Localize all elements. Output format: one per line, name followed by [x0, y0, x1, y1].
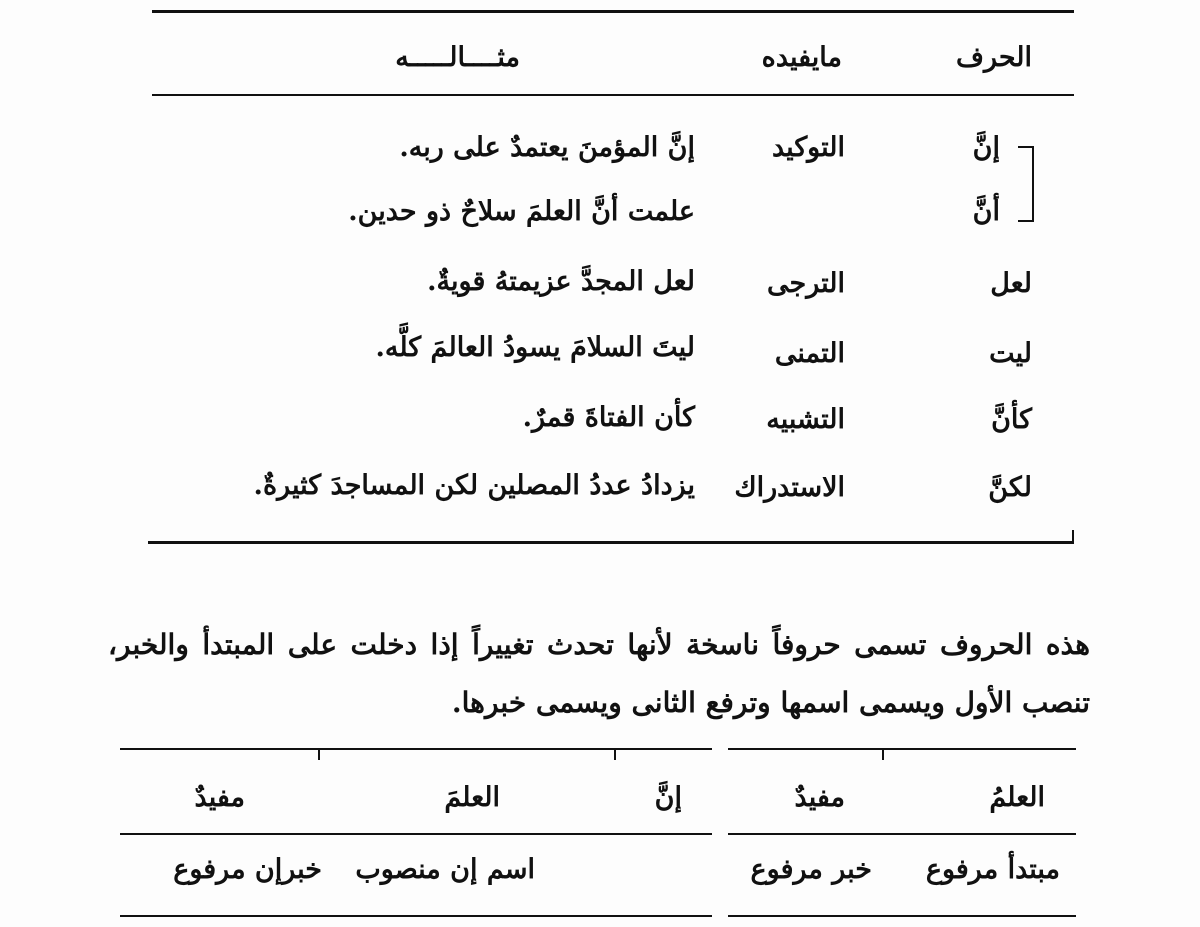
- right-word: العلمُ: [989, 782, 1045, 813]
- header-mithal: مثــــالـــــه: [395, 42, 520, 73]
- row-example: لعل المجدَّ عزيمتهُ قويةٌ.: [427, 266, 695, 297]
- row-meaning: التوكيد: [772, 132, 845, 163]
- row-harf: لعل: [990, 268, 1032, 299]
- left-word: إنَّ: [654, 782, 682, 813]
- explanation-paragraph: هذه الحروف تسمى حروفاً ناسخة لأنها تحدث تغييراً إذا دخلت على المبتدأ والخبر، تنصب الأول ويسمى اسمها وترفع الثانى ويسمى خبرها.: [108, 628, 1090, 719]
- right-table-top-rule: [728, 748, 1076, 750]
- right-word: مفيدٌ: [794, 782, 845, 813]
- group-bracket: [1018, 146, 1034, 222]
- row-meaning: التمنى: [774, 338, 845, 369]
- header-harf: الحرف: [955, 42, 1032, 73]
- left-table-mid-rule: [120, 833, 712, 835]
- row-example: يزدادُ عددُ المصلين لكن المساجدَ كثيرةٌ.: [253, 470, 695, 501]
- right-table-bottom-rule: [728, 915, 1076, 917]
- left-table-tick: [614, 750, 616, 760]
- row-harf: كأنَّ: [991, 404, 1032, 435]
- row-harf: أنَّ: [972, 196, 1000, 227]
- table1-header-rule: [152, 94, 1074, 96]
- row-example: كأن الفتاةَ قمرٌ.: [522, 402, 695, 433]
- row-harf: ليت: [989, 338, 1032, 369]
- left-word: مفيدٌ: [194, 782, 245, 813]
- left-role: اسم إن منصوب: [355, 854, 535, 885]
- table1-bottom-rule: [148, 541, 1074, 544]
- right-table-tick: [882, 750, 884, 760]
- row-meaning: التشبيه: [766, 404, 845, 435]
- left-role: خبرإن مرفوع: [173, 854, 322, 885]
- right-role: مبتدأ مرفوع: [925, 854, 1060, 885]
- right-role: خبر مرفوع: [750, 854, 872, 885]
- right-table-mid-rule: [728, 833, 1076, 835]
- header-mayufiduh: مايفيده: [761, 42, 842, 73]
- row-meaning: الترجى: [767, 268, 845, 299]
- row-example: ليتَ السلامَ يسودُ العالمَ كلَّه.: [375, 332, 695, 363]
- row-example: إنَّ المؤمنَ يعتمدٌ على ربه.: [399, 132, 695, 163]
- row-example: علمت أنَّ العلمَ سلاحٌ ذو حدين.: [348, 196, 695, 227]
- left-table-bottom-rule: [120, 915, 712, 917]
- left-word: العلمَ: [444, 782, 500, 813]
- row-harf: إنَّ: [972, 132, 1000, 163]
- left-table-top-rule: [120, 748, 712, 750]
- table1-top-rule: [152, 10, 1074, 13]
- row-meaning: الاستدراك: [734, 472, 845, 503]
- row-harf: لكنَّ: [988, 472, 1032, 503]
- left-table-tick: [318, 750, 320, 760]
